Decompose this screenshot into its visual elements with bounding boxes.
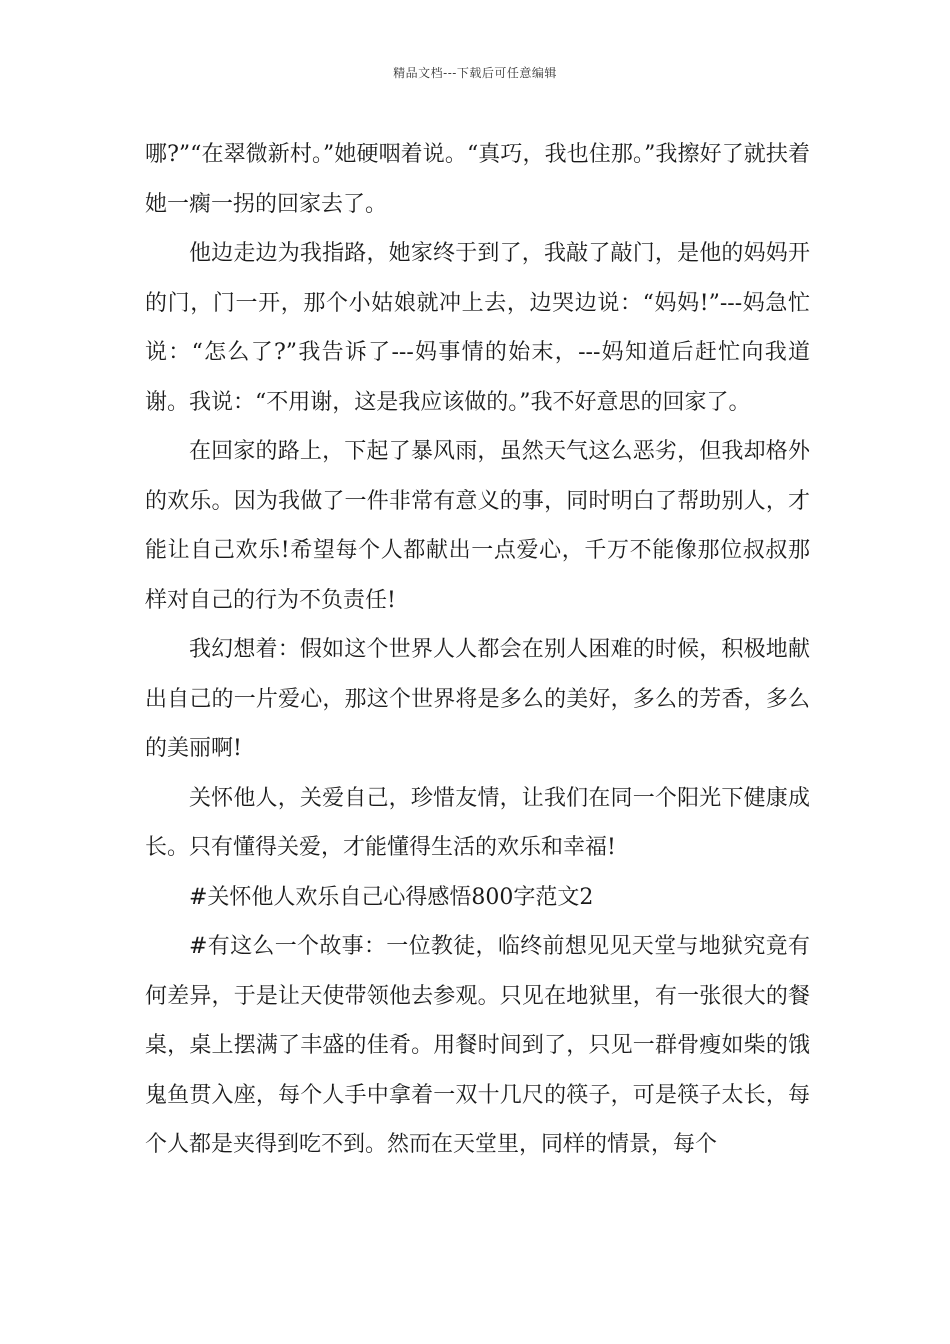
paragraph-2: 他边走边为我指路，她家终于到了，我敲了敲门，是他的妈妈开的门，门一开，那个小姑娘就冲上去，边哭边说：“妈妈!”---妈急忙说：“怎么了?”我告诉了---妈事情的始末，---妈知道后赶忙向我道谢。我说：“不用谢，这是我应该做的。”我不好意思的回家了。	[145, 241, 810, 415]
paragraph-6: #有这么一个故事：一位教徒，临终前想见见天堂与地狱究竟有何差异，于是让天使带领他去参观。只见在地狱里，有一张很大的餐桌，桌上摆满了丰盛的佳肴。用餐时间到了，只见一群骨瘦如柴的饿鬼鱼贯入座，每个人手中拿着一双十几尺的筷子，可是筷子太长，每个人都是夹得到吃不到。然而在天堂里，同样的情景，每个	[145, 934, 810, 1157]
document-body	[145, 130, 810, 1170]
section-heading: #关怀他人欢乐自己心得感悟800字范文2	[189, 884, 594, 910]
paragraph-1: 哪?”“在翠微新村。”她硬咽着说。“真巧，我也住那。”我擦好了就扶着她一瘸一拐的回家去了。	[145, 142, 810, 217]
page-header: 精品文档---下载后可任意编辑	[393, 66, 557, 80]
paragraph-5: 关怀他人，关爱自己，珍惜友情，让我们在同一个阳光下健康成长。只有懂得关爱，才能懂得生活的欢乐和幸福!	[145, 785, 810, 860]
paragraph-3: 在回家的路上，下起了暴风雨，虽然天气这么恶劣，但我却格外的欢乐。因为我做了一件非常有意义的事，同时明白了帮助别人，才能让自己欢乐!希望每个人都献出一点爱心，千万不能像那位叔叔那样对自己的行为不负责任!	[145, 439, 810, 613]
paragraph-4: 我幻想着：假如这个世界人人都会在别人困难的时候，积极地献出自己的一片爱心，那这个世界将是多么的美好，多么的芳香，多么的美丽啊!	[145, 637, 810, 761]
